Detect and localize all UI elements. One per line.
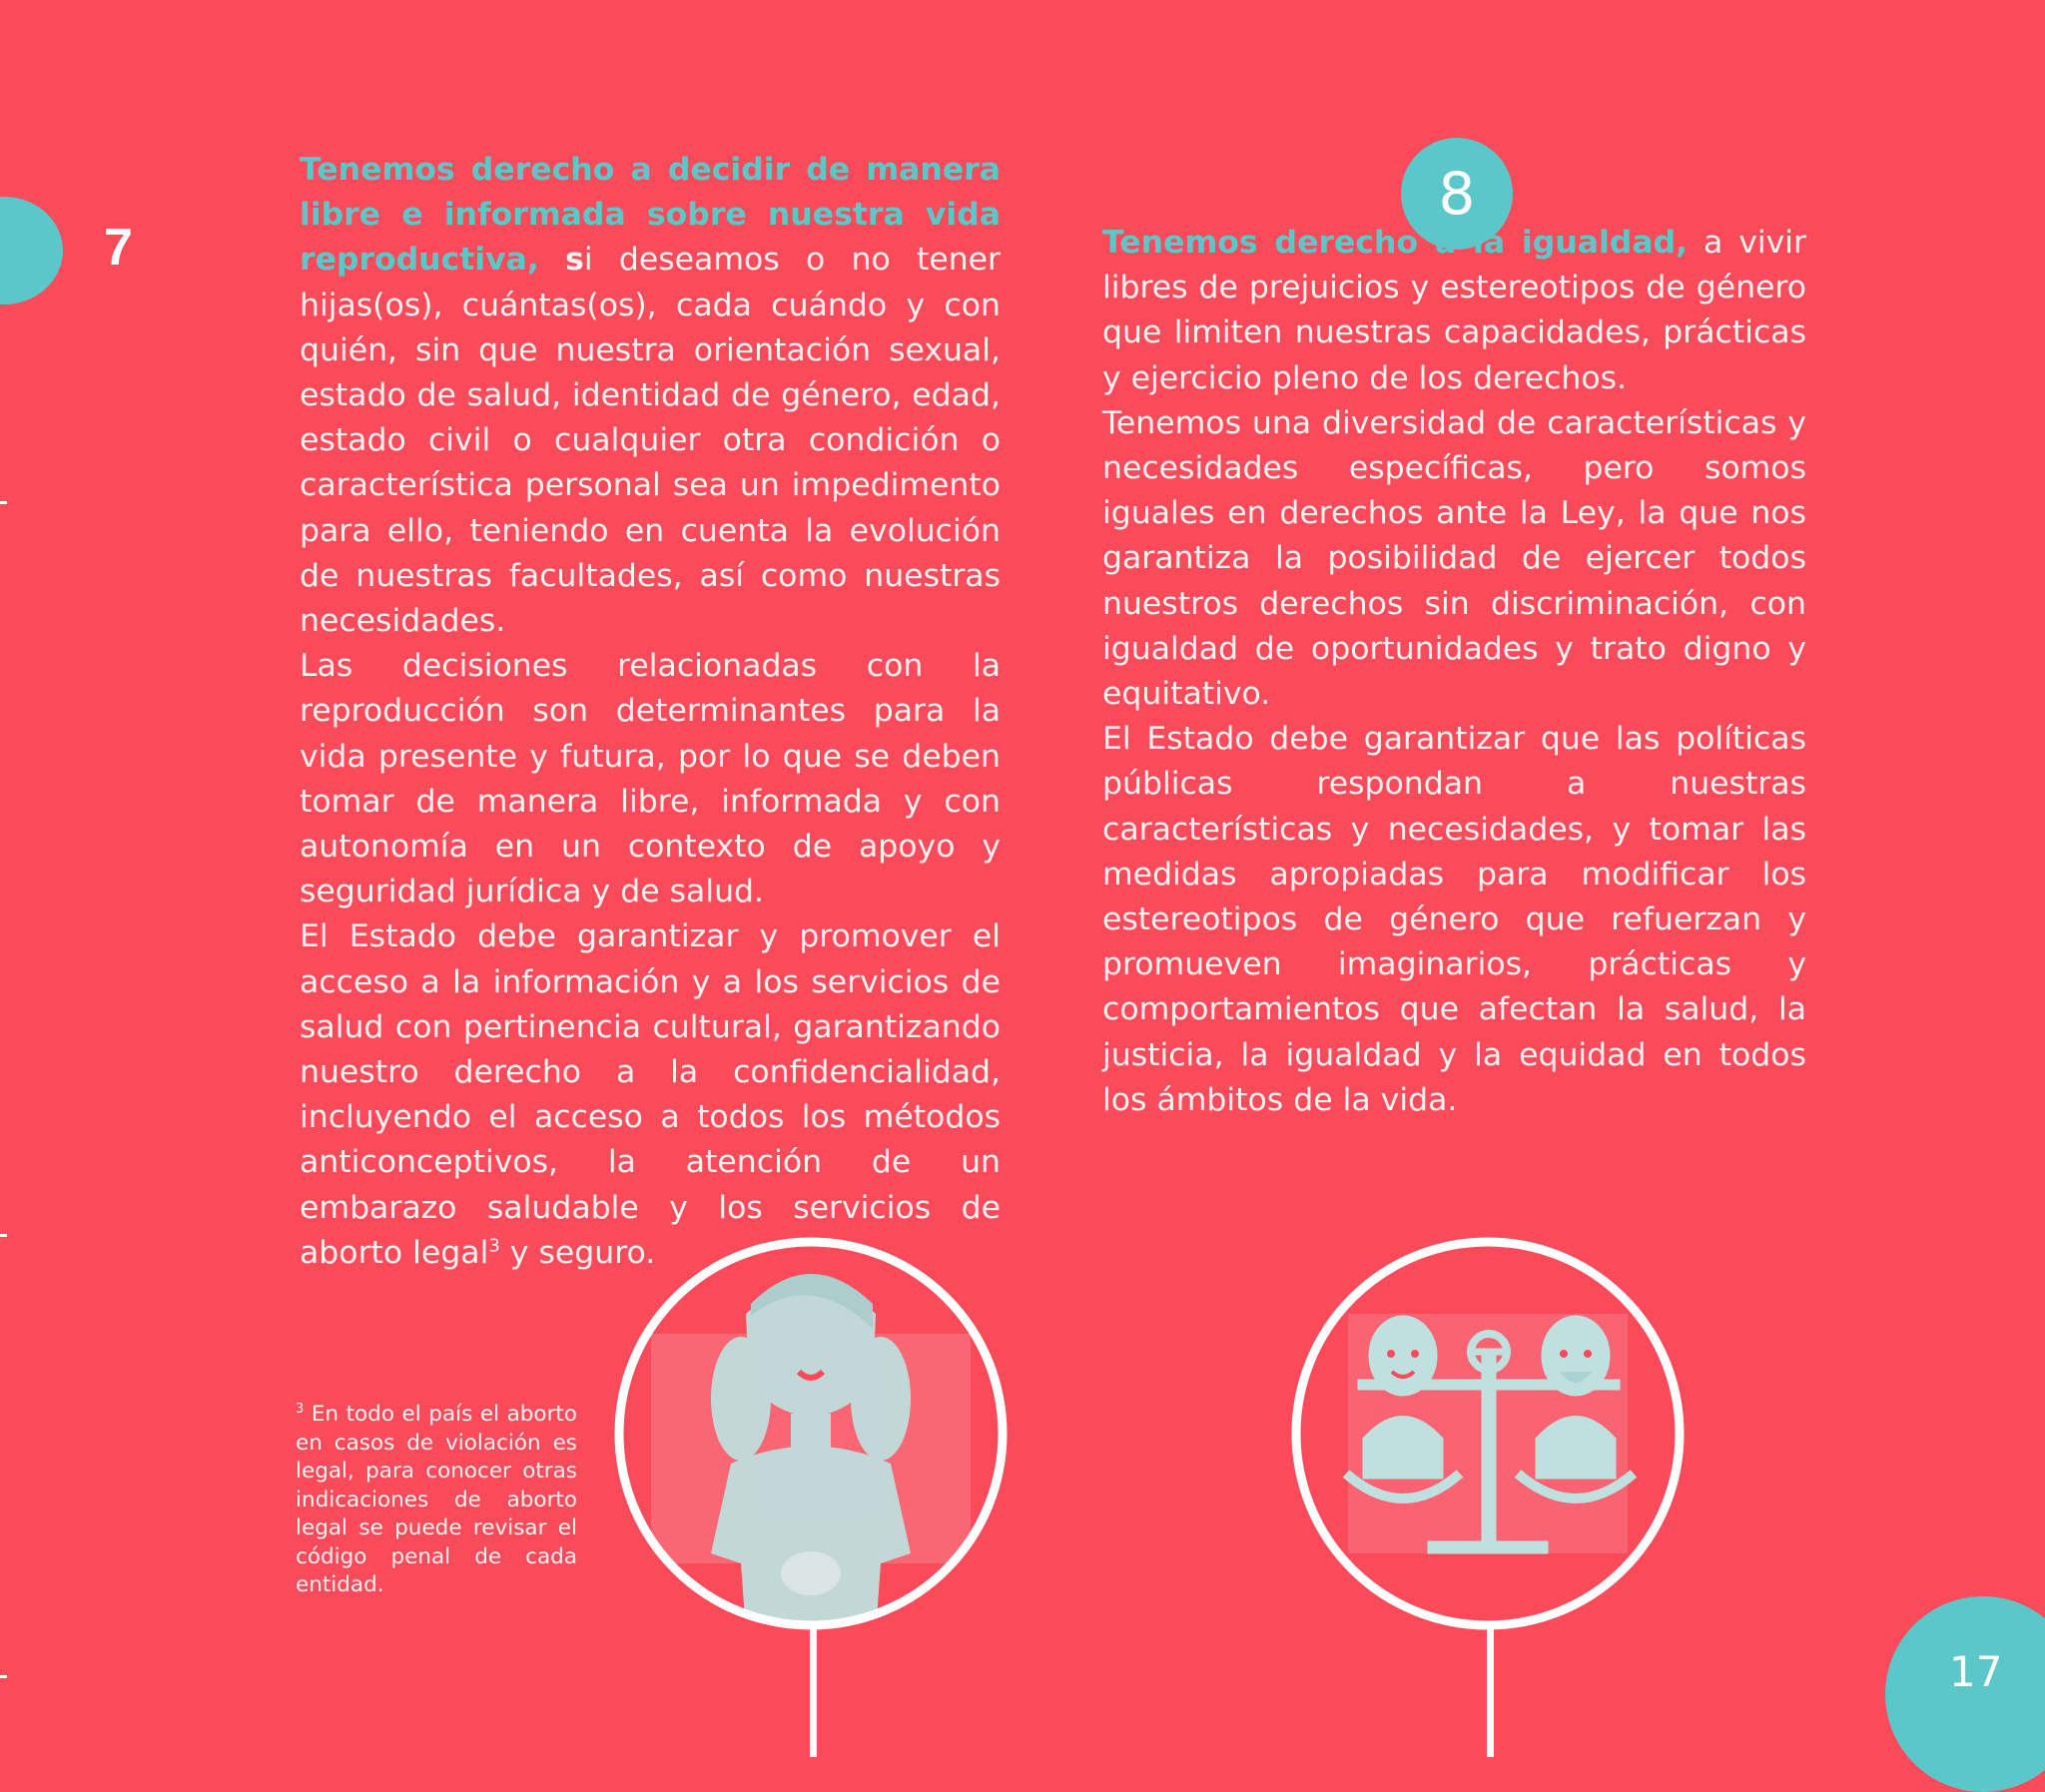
crop-mark [0,1234,7,1237]
section-7-badge [0,197,63,304]
section-8-paragraph-1: Tenemos derecho a la igualdad, a vivir libres de prejuicios y estereotipos de género que limiten nuestras capacidades, prácticas y ejercicio pleno de los derechos. [1102,225,1806,396]
section-7-paragraph-3: El Estado debe garantizar y promover el acceso a la información y a los servicios de salud con pertinencia cultural, garantizando nuestro derecho a la confidencialidad, incluyendo el acceso a todos los métodos anticonceptivos, la atención de un embarazo saludable y los servicios de aborto legal$^3$ y seguro. [300,918,1001,1271]
illustration-stem [810,1627,817,1757]
footnote: $^3$ En todo el país el aborto en casos de violación es legal, para conocer otras indicaciones de aborto legal se puede revisar el código penal de cada entidad. [296,1401,577,1597]
footnote-marker: 3 [296,1401,305,1417]
section-8-badge: 8 [1401,138,1513,250]
page-number: 17 [1949,1647,2003,1696]
section-7-paragraph-1: Tenemos derecho a decidir de manera libre e informada sobre nuestra vida reproductiva, si deseamos o no tener hijas(os), cuántas(os), cada cuándo y con quién, sin que nuestra orientación sexual, estado de salud, identidad de género, edad, estado civil o cualquier otra condición o característica personal sea un impedimento para ello, teniendo en cuenta la evolución de nuestras facultades, así como nuestras necesidades. [300,152,1001,640]
section-7-paragraph-2: Las decisiones relacionadas con la reproducción son determinantes para la vida presente y futura, por lo que se deben tomar de manera libre, informada y con autonomía en un contexto de apoyo y seguridad jurídica y de salud. [300,648,1001,910]
girl-illustration-icon [611,1234,1011,1633]
balance-scale-equality-icon [1288,1234,1688,1633]
section-8-text [1102,221,1806,1123]
footnote-reference: 3 [488,1235,500,1257]
section-8-heading: Tenemos derecho a la igualdad, [1102,225,1689,261]
section-8-paragraph-3: El Estado debe garantizar que las políticas públicas respondan a nuestras características y necesidades, y tomar las medidas apropiadas para modificar los estereotipos de género que refuerzan y promueven imaginarios, prácticas y comportamientos que afectan la salud, la justicia, la igualdad y la equidad en todos los ámbitos de la vida. [1102,721,1806,1118]
section-7-heading: Tenemos derecho a decidir de manera libre e informada sobre nuestra vida reproductiva, [300,152,1001,279]
illustration-stem [1487,1627,1494,1757]
section-7-text [300,148,1001,1276]
crop-mark [0,501,7,504]
crop-mark [0,1675,7,1678]
section-7-number: 7 [104,219,133,277]
section-8-paragraph-2: Tenemos una diversidad de características y necesidades específicas, pero somos iguales en derechos ante la Ley, la que nos garantiza la posibilidad de ejercer todos nuestros derechos sin discriminación, con igualdad de oportunidades y trato digno y equitativo. [1102,404,1806,713]
